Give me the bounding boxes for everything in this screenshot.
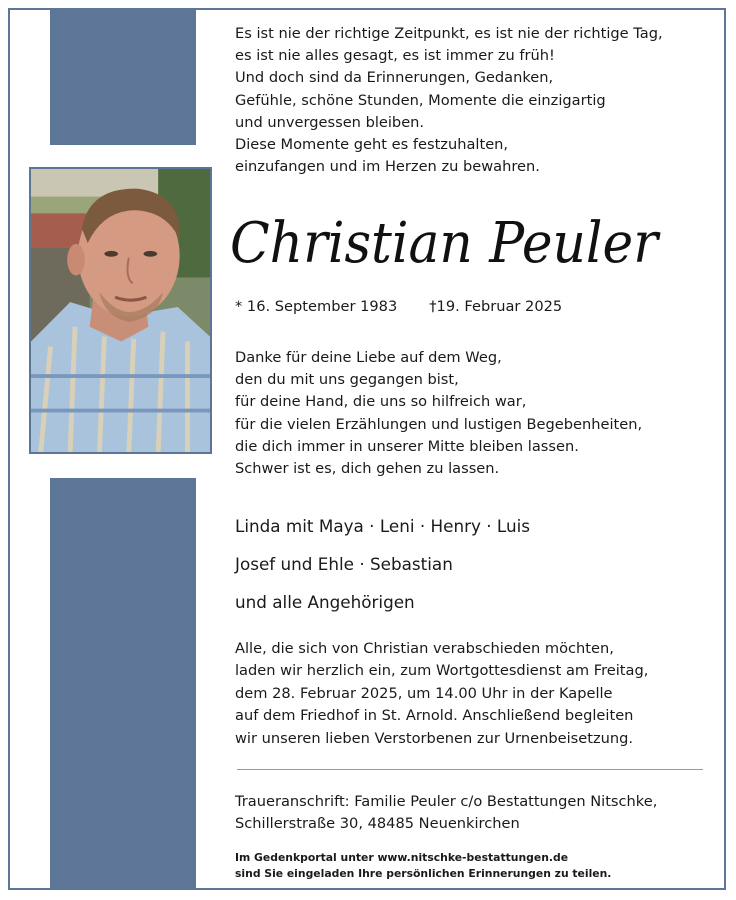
portal-line: sind Sie eingeladen Ihre persönlichen Erinnerungen zu teilen. (235, 867, 612, 880)
deceased-name (228, 200, 668, 280)
address-line: Traueranschrift: Familie Peuler c/o Bestattungen Nitschke, (235, 793, 658, 810)
decorative-bar-top (50, 10, 196, 145)
poem-line: Und doch sind da Erinnerungen, Gedanken, (235, 69, 554, 87)
poem-line: einzufangen und im Herzen zu bewahren. (235, 158, 540, 176)
service-line: auf dem Friedhof in St. Arnold. Anschließend begleiten (235, 707, 634, 725)
address-line: Schillerstraße 30, 48485 Neuenkirchen (235, 815, 520, 833)
service-line: laden wir herzlich ein, zum Wortgottesdienst am Freitag, (235, 662, 649, 680)
mourner-line: Josef und Ehle · Sebastian (235, 554, 453, 574)
poem-line: Diese Momente geht es festzuhalten, (235, 136, 509, 154)
birth-date: * 16. September 1983 (235, 298, 398, 315)
poem-line: Schwer ist es, dich gehen zu lassen. (235, 460, 500, 478)
poem-line: und unvergessen bleiben. (235, 113, 425, 131)
life-dates (235, 298, 562, 315)
mourning-address (235, 791, 657, 836)
poem-line: die dich immer in unserer Mitte bleiben lassen. (235, 437, 579, 455)
mourner-line: und alle Angehörigen (235, 592, 415, 612)
poem-line: Gefühle, schöne Stunden, Momente die einzigartig (235, 91, 606, 109)
divider (237, 769, 703, 770)
poem-line: Es ist nie der richtige Zeitpunkt, es ist nie der richtige Tag, (235, 25, 663, 42)
death-date: †19. Februar 2025 (429, 298, 563, 315)
poem-line: für deine Hand, die uns so hilfreich war, (235, 393, 527, 411)
mourner-line: Linda mit Maya · Leni · Henry · Luis (235, 516, 531, 536)
service-line: dem 28. Februar 2025, um 14.00 Uhr in der Kapelle (235, 684, 613, 702)
memorial-portal-note (235, 850, 611, 882)
opening-poem (235, 23, 663, 178)
portrait-photo (29, 167, 212, 454)
decorative-bar-bottom (50, 478, 196, 888)
poem-line: Danke für deine Liebe auf dem Weg, (235, 349, 502, 366)
portal-line: Im Gedenkportal unter www.nitschke-bestattungen.de (235, 851, 569, 864)
thanks-poem (235, 347, 642, 480)
service-line: wir unseren lieben Verstorbenen zur Urnenbeisetzung. (235, 729, 634, 747)
service-line: Alle, die sich von Christian verabschieden möchten, (235, 640, 614, 657)
mourners-list (235, 507, 530, 621)
poem-line: für die vielen Erzählungen und lustigen Begebenheiten, (235, 415, 643, 433)
service-announcement (235, 638, 648, 750)
name-script: Christian Peuler (230, 211, 661, 276)
poem-line: es ist nie alles gesagt, es ist immer zu früh! (235, 47, 555, 65)
poem-line: den du mit uns gegangen bist, (235, 371, 459, 389)
